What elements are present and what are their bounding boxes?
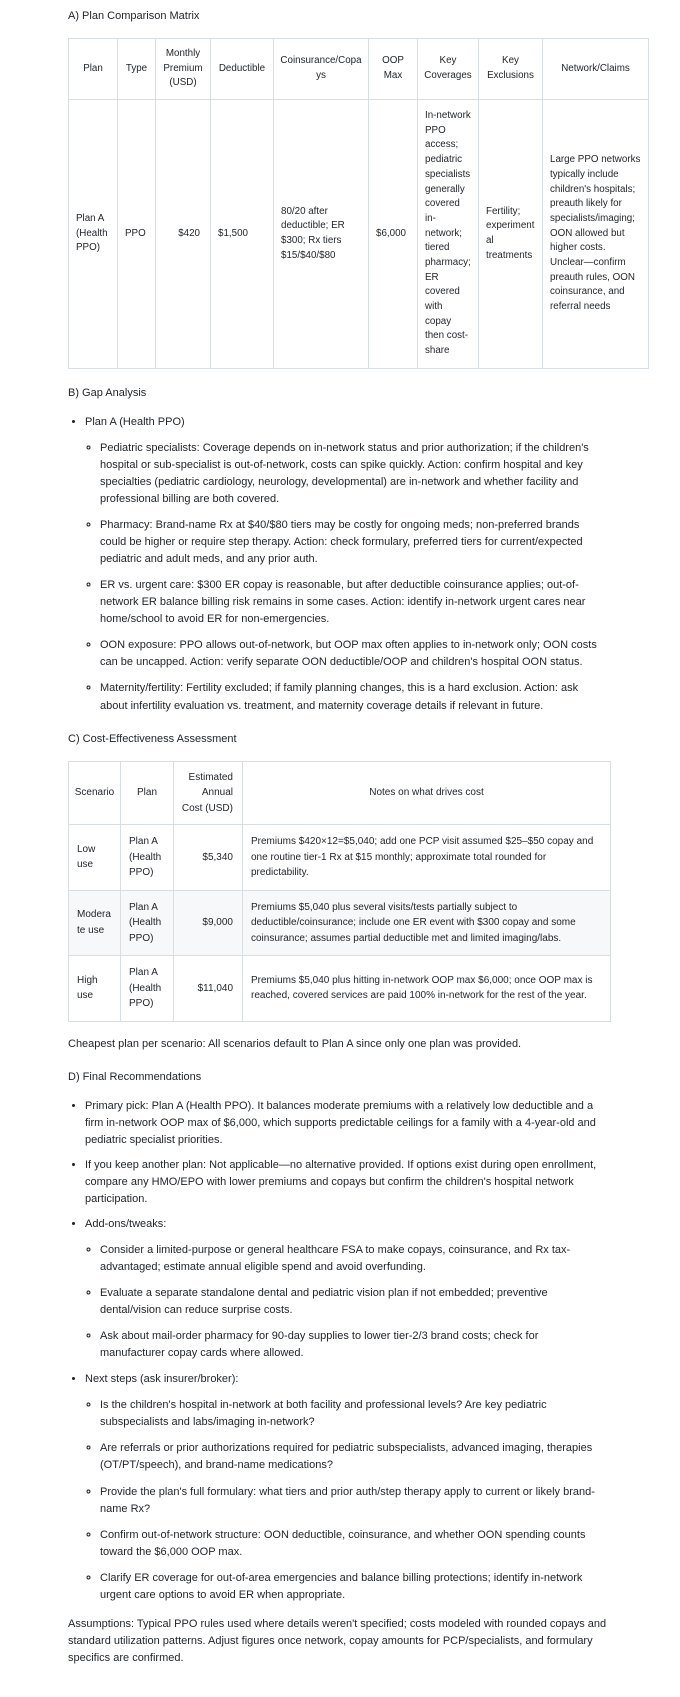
cell-scenario: Low use — [69, 825, 121, 891]
table-row-plan-a — [69, 100, 649, 369]
cell-premium: $420 — [156, 100, 211, 369]
plan-comparison-table — [68, 38, 649, 369]
recommendation-primary-pick: • Primary pick: Plan A (Health PPO). It balances moderate premiums with a relatively low deductible and a firm in-network OOP max of $6,000, which supports predictable ceilings for a family with a 4-year-old and pediatric specialist priorities. — [85, 1098, 607, 1149]
header-plan: Plan — [69, 39, 118, 100]
gap-item-maternity-fertility: ◦ Maternity/fertility: Fertility excluded; if family planning changes, this is a hard exclusion. Action: ask about infertility evaluation vs. treatment, and maternity coverage details if relevant in future. — [100, 680, 605, 714]
cell-scenario: High use — [69, 956, 121, 1022]
table-row-low-use — [69, 825, 611, 891]
cell-oop-max: $6,000 — [369, 100, 418, 369]
gap-item-er-urgent-care: ◦ ER vs. urgent care: $300 ER copay is reasonable, but after deductible coinsurance applies; out-of-network ER balance billing risk remains in some cases. Action: identify in-network urgent cares near home/school to avoid ER for non-emergencies. — [100, 577, 605, 628]
cost-effectiveness-table — [68, 761, 611, 1022]
cell-deductible: $1,500 — [211, 100, 274, 369]
section-d-heading: D) Final Recommendations — [68, 1070, 202, 1083]
table-header-row — [69, 761, 611, 825]
cell-key-exclusions: Fertility; experimental treatments — [479, 100, 543, 369]
header-oop-max: OOP Max — [369, 39, 418, 100]
header-deductible: Deductible — [211, 39, 274, 100]
header-key-coverages: Key Coverages — [418, 39, 479, 100]
next-step-er-coverage: ◦ Clarify ER coverage for out-of-area emergencies and balance billing protections; identify in-network urgent care options to avoid ER when appropriate. — [100, 1570, 605, 1604]
gap-plan-label: Plan A (Health PPO) — [85, 415, 185, 428]
header-key-exclusions: Key Exclusions — [479, 39, 543, 100]
cell-cost: $9,000 — [174, 890, 243, 956]
header-scenario: Scenario — [69, 761, 121, 825]
next-steps-label: Next steps (ask insurer/broker): — [85, 1373, 239, 1386]
final-recommendations-list — [68, 1098, 607, 1604]
cell-plan: Plan A (Health PPO) — [121, 956, 174, 1022]
cell-scenario: Moderate use — [69, 890, 121, 956]
next-step-hospital-network: ◦ Is the children's hospital in-network at both facility and professional levels? Are key pediatric subspecialists and labs/imaging in-network? — [100, 1397, 605, 1431]
next-step-oon-structure: ◦ Confirm out-of-network structure: OON deductible, coinsurance, and whether OON spending counts toward the $6,000 OOP max. — [100, 1527, 605, 1561]
cell-plan: Plan A (Health PPO) — [121, 825, 174, 891]
header-notes: Notes on what drives cost — [243, 761, 611, 825]
cheapest-plan-note: Cheapest plan per scenario: All scenarios default to Plan A since only one plan was provided. — [68, 1037, 522, 1050]
next-step-formulary: ◦ Provide the plan's full formulary: what tiers and prior auth/step therapy apply to current or likely brand-name Rx? — [100, 1484, 605, 1518]
recommendation-keep-another-plan: • If you keep another plan: Not applicable—no alternative provided. If options exist during open enrollment, compare any HMO/EPO with lower premiums and copays but confirm the children's hospital network participation. — [85, 1157, 607, 1208]
section-b-heading: B) Gap Analysis — [68, 386, 147, 399]
addons-sublist — [85, 1242, 605, 1362]
header-network-claims: Network/Claims — [543, 39, 649, 100]
gap-item-pharmacy: ◦ Pharmacy: Brand-name Rx at $40/$80 tiers may be costly for ongoing meds; non-preferred brands could be higher or require step therapy. Action: check formulary, preferred tiers for current/expected pediatric and adult meds, and any prior auth. — [100, 517, 605, 568]
cell-plan: Plan A (Health PPO) — [121, 890, 174, 956]
cell-notes: Premiums $420×12=$5,040; add one PCP visit assumed $25–$50 copay and one routine tier-1 Rx at $15 monthly; approximate total rounded for predictability. — [243, 825, 611, 891]
next-steps-sublist — [85, 1397, 605, 1603]
gap-item-pediatric-specialists: ◦ Pediatric specialists: Coverage depends on in-network status and prior authorization; if the children's hospital or sub-specialist is out-of-network, costs can spike quickly. Action: confirm hospital and key specialties (pediatric cardiology, neurology, developmental) are in-network and whether facility and professional billing are both covered. — [100, 440, 605, 508]
recommendation-next-steps — [85, 1371, 607, 1604]
cell-type: PPO — [118, 100, 156, 369]
next-step-referrals-authorizations: ◦ Are referrals or prior authorizations required for pediatric subspecialists, advanced imaging, therapies (OT/PT/speech), and brand-name medications? — [100, 1440, 605, 1474]
gap-analysis-list — [68, 414, 607, 715]
gap-plan-item — [85, 414, 607, 715]
assumptions-paragraph: Assumptions: Typical PPO rules used where details weren't specified; costs modeled with rounded copays and standard utilization patterns. Adjust figures once network, copay amounts for PCP/specialists, and formulary specifics are confirmed. — [68, 1617, 607, 1664]
addon-dental-vision: ◦ Evaluate a separate standalone dental and pediatric vision plan if not embedded; preventive dental/vision can reduce surprise costs. — [100, 1285, 605, 1319]
table-header-row — [69, 39, 649, 100]
gap-item-oon-exposure: ◦ OON exposure: PPO allows out-of-network, but OOP max often applies to in-network only; OON costs can be uncapped. Action: verify separate OON deductible/OOP and children's hospital OON status. — [100, 637, 605, 671]
header-coinsurance-copays: Coinsurance/Copays — [274, 39, 369, 100]
addons-label: Add-ons/tweaks: — [85, 1217, 167, 1230]
cell-notes: Premiums $5,040 plus hitting in-network OOP max $6,000; once OOP max is reached, covered services are paid 100% in-network for the rest of the year. — [243, 956, 611, 1022]
cell-cost: $11,040 — [174, 956, 243, 1022]
recommendation-addons — [85, 1216, 607, 1362]
cell-notes: Premiums $5,040 plus several visits/tests partially subject to deductible/coinsurance; include one ER event with $300 copay and some coinsurance; assumes partial deductible met and limited imaging/labs. — [243, 890, 611, 956]
header-type: Type — [118, 39, 156, 100]
header-plan: Plan — [121, 761, 174, 825]
gap-analysis-sublist — [85, 440, 605, 715]
header-monthly-premium: Monthly Premium (USD) — [156, 39, 211, 100]
header-estimated-annual-cost: Estimated Annual Cost (USD) — [174, 761, 243, 825]
table-row-high-use — [69, 956, 611, 1022]
cell-plan: Plan A (Health PPO) — [69, 100, 118, 369]
addon-fsa: ◦ Consider a limited-purpose or general healthcare FSA to make copays, coinsurance, and Rx tax-advantaged; estimate annual eligible spend and avoid overfunding. — [100, 1242, 605, 1276]
cell-cost: $5,340 — [174, 825, 243, 891]
cell-coinsurance: 80/20 after deductible; ER $300; Rx tiers $15/$40/$80 — [274, 100, 369, 369]
cell-key-coverages: In-network PPO access; pediatric specialists generally covered in-network; tiered pharmacy; ER covered with copay then cost-share — [418, 100, 479, 369]
section-c-heading: C) Cost-Effectiveness Assessment — [68, 732, 237, 745]
table-row-moderate-use — [69, 890, 611, 956]
cell-network-claims: Large PPO networks typically include children's hospitals; preauth likely for specialists/imaging; OON allowed but higher costs. Unclear—confirm preauth rules, OON coinsurance, and referral needs — [543, 100, 649, 369]
section-a-heading: A) Plan Comparison Matrix — [68, 10, 200, 22]
addon-mail-order-pharmacy: ◦ Ask about mail-order pharmacy for 90-day supplies to lower tier-2/3 brand costs; check for manufacturer copay cards where allowed. — [100, 1328, 605, 1362]
